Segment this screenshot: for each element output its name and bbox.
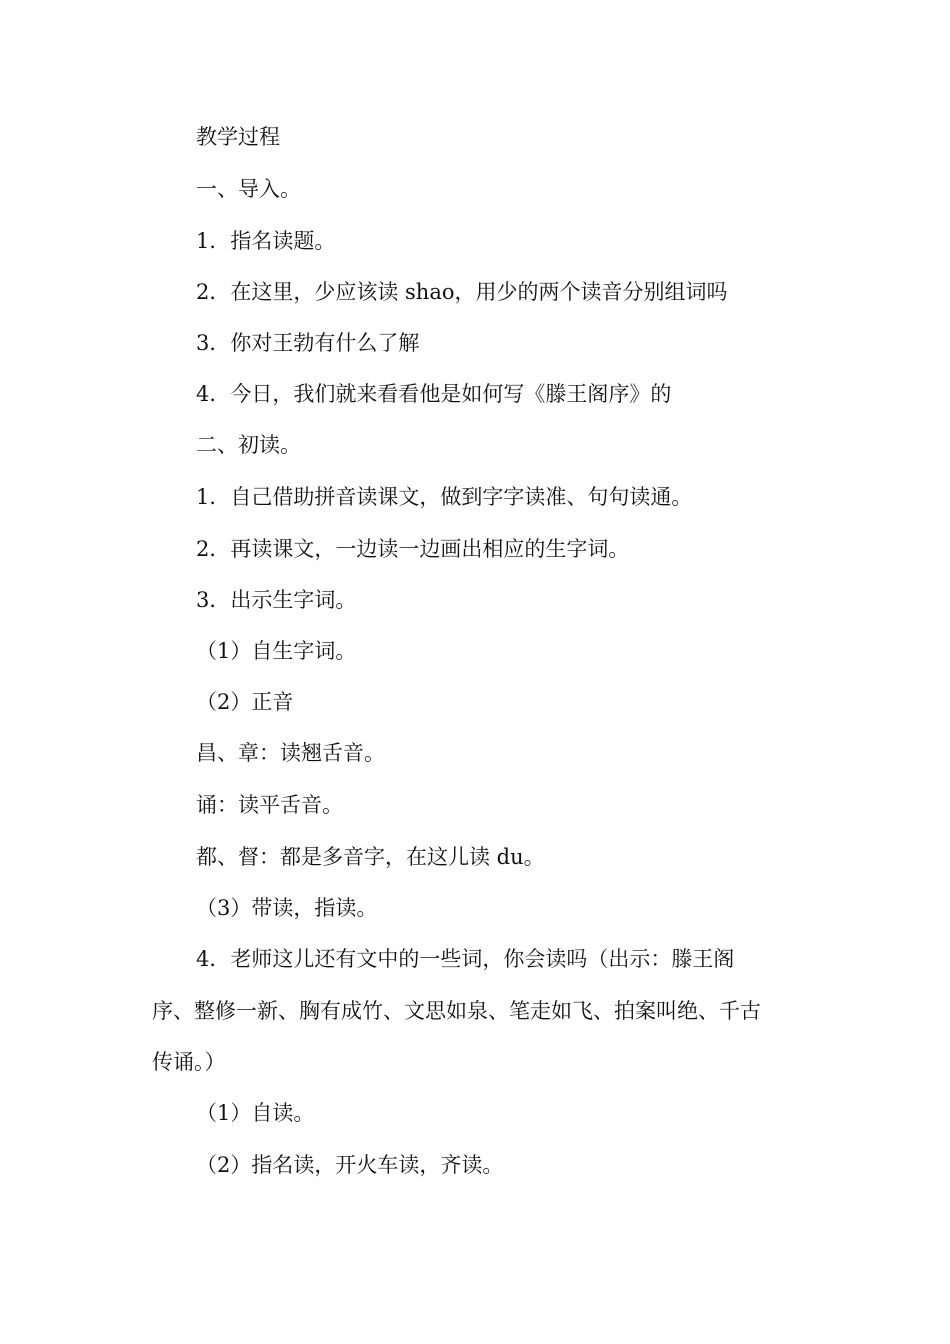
paragraph-line: 二、初读。 <box>196 433 301 457</box>
section-heading: 教学过程 <box>196 125 280 149</box>
paragraph-line: 4．老师这儿还有文中的一些词，你会读吗（出示：滕王阁 <box>196 947 735 971</box>
paragraph-line: （3）带读，指读。 <box>196 896 378 920</box>
paragraph-line: （1）自生字词。 <box>196 639 357 663</box>
paragraph-line: （1）自读。 <box>196 1101 315 1125</box>
paragraph-line: 3．你对王勃有什么了解 <box>196 331 420 355</box>
paragraph-line-continuation: 序、整修一新、胸有成竹、文思如泉、笔走如飞、拍案叫绝、千古 <box>152 999 761 1023</box>
paragraph-line: 3．出示生字词。 <box>196 588 357 612</box>
paragraph-line: 诵：读平舌音。 <box>196 793 343 817</box>
paragraph-line: 1．指名读题。 <box>196 229 336 253</box>
paragraph-line: 2．在这里，少应该读 shao，用少的两个读音分别组词吗 <box>196 280 728 304</box>
paragraph-line: 4．今日，我们就来看看他是如何写《滕王阁序》的 <box>196 382 672 406</box>
paragraph-line-continuation: 传诵。） <box>152 1050 226 1074</box>
paragraph-line: 1．自己借助拼音读课文，做到字字读准、句句读通。 <box>196 485 693 509</box>
paragraph-line: 2．再读课文，一边读一边画出相应的生字词。 <box>196 537 630 561</box>
paragraph-line: （2）正音 <box>196 690 294 714</box>
paragraph-line: （2）指名读，开火车读，齐读。 <box>196 1153 504 1177</box>
paragraph-line: 都、督：都是多音字，在这儿读 du。 <box>196 845 545 869</box>
paragraph-line: 昌、章：读翘舌音。 <box>196 741 385 765</box>
paragraph-line: 一、导入。 <box>196 177 301 201</box>
